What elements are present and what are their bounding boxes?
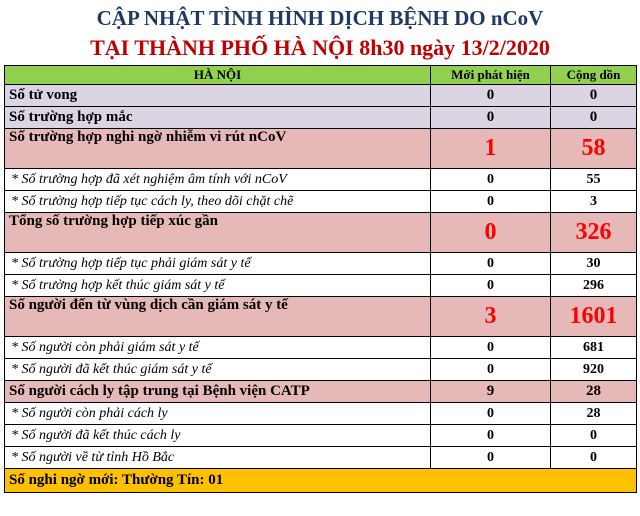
row-new-value: 0 <box>431 191 551 213</box>
table-footer-row <box>5 469 637 493</box>
table-row-from-hubei <box>5 447 637 469</box>
row-label: * Số người đã kết thúc cách ly <box>5 425 431 447</box>
row-new-value: 1 <box>431 129 551 169</box>
column-header-total: Cộng dồn <box>551 66 637 85</box>
row-label: Số người đến từ vùng dịch cần giám sát y tế <box>5 297 431 337</box>
row-label: * Số trường hợp kết thúc giám sát y tế <box>5 275 431 297</box>
row-new-value: 0 <box>431 213 551 253</box>
row-label: Tổng số trường hợp tiếp xúc gần <box>5 213 431 253</box>
table-row-centralized-isolation <box>5 381 637 403</box>
table-row-negative-tests <box>5 169 637 191</box>
row-total-value: 30 <box>551 253 637 275</box>
statistics-table <box>4 65 637 493</box>
row-new-value: 9 <box>431 381 551 403</box>
row-total-value: 1601 <box>551 297 637 337</box>
row-new-value: 0 <box>431 107 551 129</box>
row-total-value: 0 <box>551 447 637 469</box>
row-total-value: 58 <box>551 129 637 169</box>
row-new-value: 0 <box>431 425 551 447</box>
row-total-value: 681 <box>551 337 637 359</box>
table-row-cases <box>5 107 637 129</box>
table-row-finished-monitoring <box>5 359 637 381</box>
row-total-value: 55 <box>551 169 637 191</box>
row-new-value: 0 <box>431 359 551 381</box>
row-label: * Số người về từ tỉnh Hồ Bắc <box>5 447 431 469</box>
row-label: Số người cách ly tập trung tại Bệnh viện CATP <box>5 381 431 403</box>
row-label: Số trường hợp mắc <box>5 107 431 129</box>
row-total-value: 0 <box>551 85 637 107</box>
row-label: * Số người còn phải cách ly <box>5 403 431 425</box>
row-new-value: 0 <box>431 275 551 297</box>
row-new-value: 0 <box>431 403 551 425</box>
table-row-close-contacts <box>5 213 637 253</box>
table-row-still-isolated <box>5 403 637 425</box>
table-row-ended-isolation <box>5 425 637 447</box>
row-total-value: 3 <box>551 191 637 213</box>
report-title: CẬP NHẬT TÌNH HÌNH DỊCH BỆNH DO nCoV <box>96 6 544 30</box>
column-header-new: Mới phát hiện <box>431 66 551 85</box>
row-total-value: 0 <box>551 425 637 447</box>
table-row-ended-monitoring <box>5 275 637 297</box>
row-label: Số trường hợp nghi ngờ nhiễm vi rút nCoV <box>5 129 431 169</box>
row-label: * Số người đã kết thúc giám sát y tế <box>5 359 431 381</box>
row-label: * Số người còn phải giám sát y tế <box>5 337 431 359</box>
table-row-from-epidemic-zone <box>5 297 637 337</box>
row-total-value: 920 <box>551 359 637 381</box>
table-header-row <box>5 66 637 85</box>
row-label: Số tử vong <box>5 85 431 107</box>
row-new-value: 0 <box>431 253 551 275</box>
row-new-value: 0 <box>431 447 551 469</box>
row-total-value: 28 <box>551 403 637 425</box>
table-row-suspected <box>5 129 637 169</box>
row-label: * Số trường hợp đã xét nghiệm âm tính với nCoV <box>5 169 431 191</box>
table-row-deaths <box>5 85 637 107</box>
row-label: * Số trường hợp tiếp tục phải giám sát y tế <box>5 253 431 275</box>
row-label: * Số trường hợp tiếp tục cách ly, theo dõi chặt chẽ <box>5 191 431 213</box>
table-row-continued-isolation <box>5 191 637 213</box>
row-new-value: 3 <box>431 297 551 337</box>
table-row-continued-monitoring <box>5 253 637 275</box>
new-suspected-note: Số nghi ngờ mới: Thường Tín: 01 <box>5 469 637 493</box>
row-total-value: 28 <box>551 381 637 403</box>
row-new-value: 0 <box>431 85 551 107</box>
row-total-value: 0 <box>551 107 637 129</box>
row-new-value: 0 <box>431 169 551 191</box>
table-row-still-monitored <box>5 337 637 359</box>
column-header-location: HÀ NỘI <box>5 66 431 85</box>
row-total-value: 326 <box>551 213 637 253</box>
row-total-value: 296 <box>551 275 637 297</box>
report-subtitle: TẠI THÀNH PHỐ HÀ NỘI 8h30 ngày 13/2/2020 <box>90 35 550 60</box>
row-new-value: 0 <box>431 337 551 359</box>
